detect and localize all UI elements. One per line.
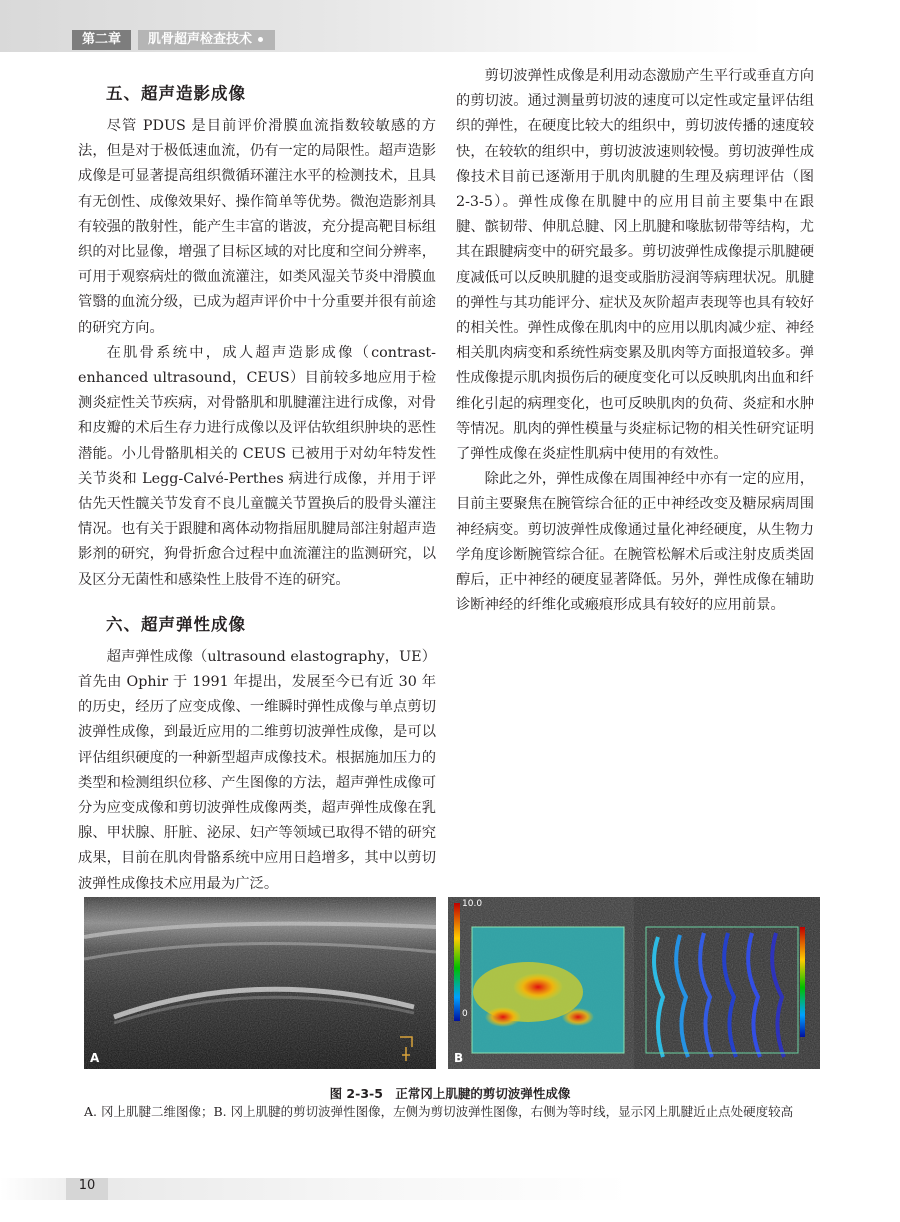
- ultrasound-grayscale-image: [84, 897, 436, 1069]
- left-column: [78, 64, 436, 897]
- footer-bar: [0, 1178, 900, 1200]
- panel-label-b: B: [454, 1051, 464, 1065]
- figure-panel-b: [448, 897, 820, 1069]
- section6-paragraph-2: 剪切波弹性成像是利用动态激励产生平行或垂直方向的剪切波。通过测量剪切波的速度可以定性或定量评估组织的弹性，在硬度比较大的组织中，剪切波传播的速度较快，在较软的组织中，剪切波波速则较慢。剪切波弹性成像技术目前已逐渐用于肌肉肌腱的生理及病理评估（图 2-3-5）。弹性成像在肌腱中的应用目前主要集中在跟腱、髌韧带、伸肌总腱、冈上肌腱和喙肱韧带等结构，尤其在跟腱病变中的研究最多。剪切波弹性成像提示肌腱硬度减低可以反映肌腱的退变或脂肪浸润等病理状况。肌腱的弹性与其功能评分、症状及灰阶超声表现等也具有较好的相关性。弹性成像在肌肉中的应用以肌肉减少症、神经相关肌肉病变和系统性病变累及肌肉等方面报道较多。弹性成像提示肌肉损伤后的硬度变化可以反映肌肉出血和纤维化引起的病理变化，也可反映肌肉的负荷、炎症和水肿等情况。肌肉的弹性模量与炎症标记物的相关性研究证明了弹性成像在炎症性肌病中使用的有效性。: [456, 68, 814, 463]
- section6-heading: 六、超声弹性成像: [106, 614, 246, 634]
- elastography-image: [448, 897, 820, 1069]
- section5-paragraph-1: 尽管 PDUS 是目前评价滑膜血流指数较敏感的方法，但是对于极低速血流，仍有一定的局限性。超声造影成像是可显著提高组织微循环灌注水平的检测技术，且具有无创性、成像效果好、操作简单等优势。微泡造影剂具有较强的散射性，能产生丰富的谐波，充分提高靶目标组织的对比显像，增强了目标区域的对比度和空间分辨率，可用于观察病灶的微血流灌注，如类风湿关节炎中滑膜血管翳的血流分级，已成为超声评价中十分重要并很有前途的研究方向。: [78, 118, 436, 336]
- right-column: [456, 64, 814, 618]
- section6-paragraph-3: 除此之外，弹性成像在周围神经中亦有一定的应用，目前主要聚焦在腕管综合征的正中神经改变及糖尿病周围神经病变。剪切波弹性成像通过量化神经硬度，从生物力学角度诊断腕管综合征。在腕管松解术后或注射皮质类固醇后，正中神经的硬度显著降低。另外，弹性成像在辅助诊断神经的纤维化或瘢痕形成具有较好的应用前景。: [456, 471, 814, 614]
- figure-caption: 图 2-3-5 正常冈上肌腱的剪切波弹性成像: [329, 1086, 571, 1101]
- page-number: 10: [66, 1178, 108, 1200]
- chapter-title: [138, 30, 275, 50]
- section6-paragraph-1: 超声弹性成像（ultrasound elastography，UE）首先由 Ophir 于 1991 年提出，发展至今已有近 30 年的历史，经历了应变成像、一维瞬时弹性成像与单点剪切波弹性成像，到最近应用的二维剪切波弹性成像，是可以评估组织硬度的一种新型超声成像技术。根据施加压力的类型和检测组织位移、产生图像的方法，超声弹性成像可分为应变成像和剪切波弹性成像两类，超声弹性成像在乳腺、甲状腺、肝脏、泌尿、妇产等领域已取得不错的研究成果，目前在肌肉骨骼系统中应用日趋增多，其中以剪切波弹性成像技术应用最为广泛。: [78, 648, 436, 892]
- chapter-title-text: 肌骨超声检查技术: [148, 32, 253, 47]
- panel-label-a: A: [90, 1051, 100, 1065]
- header-bar: [0, 0, 900, 52]
- chapter-label: 第二章: [72, 30, 131, 50]
- figure-panel-a: [84, 897, 436, 1069]
- figure-note: A. 冈上肌腱二维图像；B. 冈上肌腱的剪切波弹性图像，左侧为剪切波弹性图像，右侧为等时线，显示冈上肌腱近止点处硬度较高: [84, 1104, 794, 1119]
- scale-top-value: 10.0: [462, 899, 483, 909]
- color-scale-bar: [454, 903, 460, 1021]
- scale-bottom-value: 0: [462, 1009, 468, 1019]
- section5-paragraph-2: 在肌骨系统中，成人超声造影成像（contrast-enhanced ultrasound，CEUS）目前较多地应用于检测炎症性关节疾病，对骨骼肌和肌腱灌注进行成像，对骨和皮瓣的术后生存力进行成像以及评估软组织肿块的恶性潜能。小儿骨骼肌相关的 CEUS 已被用于对幼年特发性关节炎和 Legg-Calvé-Perthes 病进行成像，并用于评估先天性髋关节发育不良儿童髋关节置换后的股骨头灌注情况。也有关于跟腱和离体动物指屈肌腱局部注射超声造影剂的研究，狗骨折愈合过程中血流灌注的监测研究，以及区分无菌性和感染性上肢骨不连的研究。: [78, 344, 436, 588]
- bullet-dot-icon: [258, 37, 263, 42]
- section5-heading: 五、超声造影成像: [106, 84, 246, 103]
